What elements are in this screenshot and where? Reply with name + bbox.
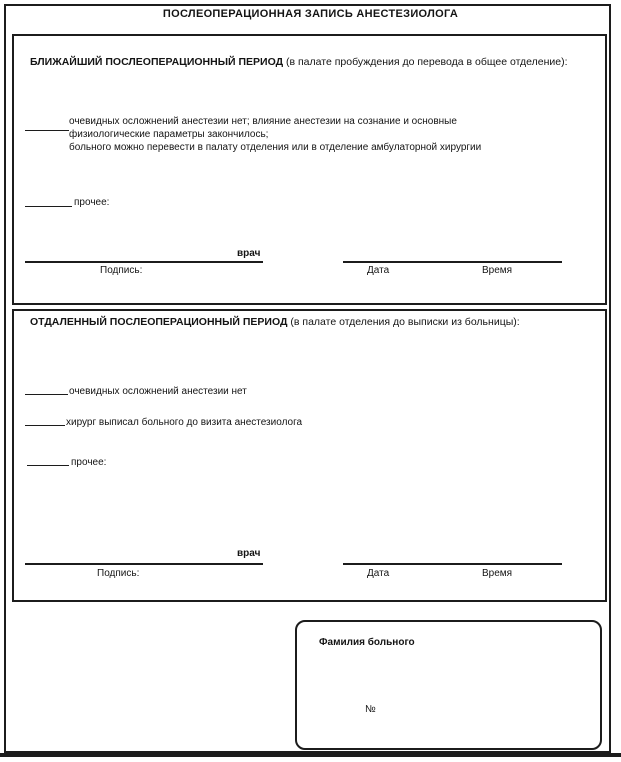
immediate-time-label: Время <box>482 265 513 276</box>
immediate-doctor-label: врач <box>237 248 261 259</box>
immediate-no-complications-line2: физиологические параметры закончилось; <box>69 129 269 140</box>
immediate-no-complications-blank[interactable] <box>25 130 69 131</box>
immediate-date-label: Дата <box>367 265 390 276</box>
late-no-complications-text: очевидных осложнений анестезии нет <box>69 386 247 397</box>
late-other-label: прочее: <box>71 457 107 468</box>
late-time-label: Время <box>482 568 513 579</box>
section-late-heading-bold: ОТДАЛЕННЫЙ ПОСЛЕОПЕРАЦИОННЫЙ ПЕРИОД <box>30 316 288 328</box>
late-other-blank[interactable] <box>27 465 69 466</box>
section-immediate-heading <box>30 56 568 68</box>
section-immediate-heading-bold: БЛИЖАЙШИЙ ПОСЛЕОПЕРАЦИОННЫЙ ПЕРИОД <box>30 56 284 68</box>
late-date-label: Дата <box>367 568 390 579</box>
immediate-no-complications-line3: больного можно перевести в палату отделения или в отделение амбулаторной хирургии <box>69 142 482 153</box>
late-signature-label: Подпись: <box>97 568 140 579</box>
immediate-signature-line[interactable] <box>25 261 263 263</box>
immediate-no-complications-line1: очевидных осложнений анестезии нет; влияние анестезии на сознание и основные <box>69 116 457 127</box>
immediate-other-blank[interactable] <box>25 206 72 207</box>
late-discharged-blank[interactable] <box>25 425 65 426</box>
patient-number-label: № <box>365 704 376 715</box>
section-immediate-heading-note: (в палате пробуждения до перевода в общее отделение): <box>286 56 568 68</box>
section-late-heading <box>30 316 520 328</box>
late-no-complications-blank[interactable] <box>25 394 68 395</box>
late-discharged-text: хирург выписал больного до визита анестезиолога <box>66 417 303 428</box>
immediate-no-complications-text <box>69 115 481 154</box>
immediate-other-label: прочее: <box>74 197 110 208</box>
page-bottom-rule <box>0 753 621 757</box>
late-signature-line[interactable] <box>25 563 263 565</box>
late-doctor-label: врач <box>237 548 261 559</box>
immediate-date-time-line[interactable] <box>343 261 562 263</box>
section-late-heading-note: (в палате отделения до выписки из больницы): <box>290 316 520 328</box>
form-title: ПОСЛЕОПЕРАЦИОННАЯ ЗАПИСЬ АНЕСТЕЗИОЛОГА <box>162 8 459 20</box>
late-date-time-line[interactable] <box>343 563 562 565</box>
immediate-signature-label: Подпись: <box>100 265 143 276</box>
patient-name-label: Фамилия больного <box>319 637 415 648</box>
